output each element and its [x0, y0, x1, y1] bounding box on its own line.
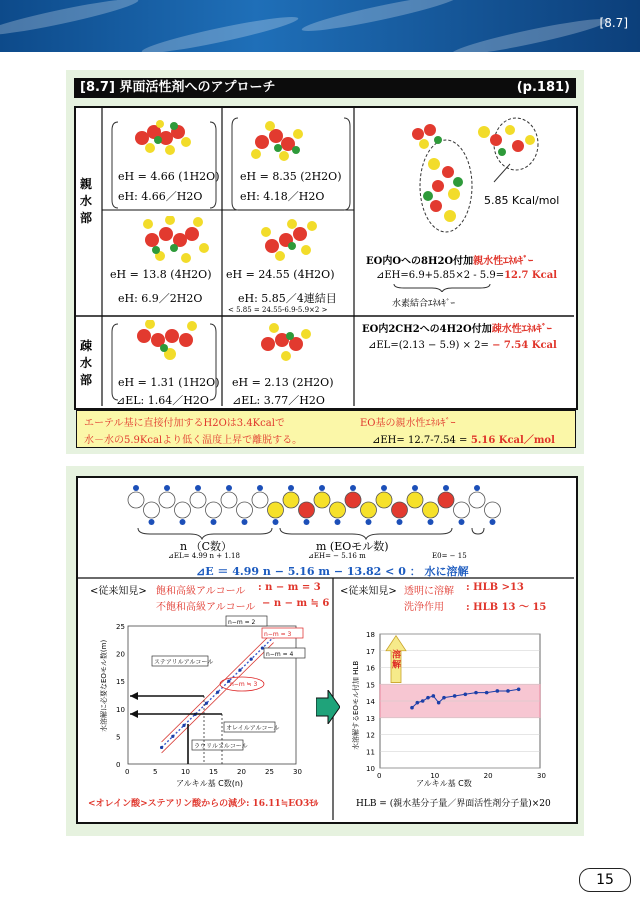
summary-right-line2 [372, 431, 555, 446]
eo-mole-label: m (EOモル数) [316, 540, 389, 553]
constant-energy-equation: E0= − 15 [432, 552, 467, 560]
data-point [453, 694, 457, 698]
hydrophilic-formula-text: ⊿EH=6.9+5.85×2 - 5.9= [376, 270, 505, 281]
polymer-chain-image [126, 484, 506, 526]
eo-energy-formula: ⊿EH= 12.7-7.54 = [372, 435, 468, 446]
chain-atom [128, 492, 144, 508]
chain-atom [345, 492, 361, 508]
chain-atom [407, 492, 423, 508]
label-lauryl-alcohol: ラウリルアルコール [194, 743, 248, 750]
chain-atom [330, 502, 346, 518]
eo-oxygen-hydration-title [366, 252, 533, 267]
chart-right-ytick: 18 [366, 631, 375, 639]
cell-5-per-water: ⊿EL: 1.64／H2O [116, 394, 209, 407]
hydrophilic-energy-formula [376, 270, 557, 281]
data-point [421, 699, 425, 703]
chart-right-xlabel: アルキル基 C数 [416, 779, 472, 788]
hydrophobic-energy-equation: ⊿EL= 4.99 n + 1.18 [168, 552, 240, 560]
label-n-m-4: n−m = 4 [266, 651, 294, 658]
eo-vs-carbon-chart [96, 614, 306, 790]
data-point [261, 646, 264, 649]
cleaning-action-rule: : HLB 13 〜 15 [466, 602, 547, 613]
data-point [171, 735, 174, 738]
chain-atom [268, 502, 284, 518]
chain-hydrogen [335, 519, 341, 525]
data-point [464, 693, 468, 697]
chart-left-ytick: 10 [116, 705, 125, 714]
chain-atom [376, 492, 392, 508]
chain-hydrogen [164, 485, 170, 491]
data-point [517, 687, 521, 691]
hydrophobic-energy-term: 疎水性ｴﾈﾙｷﾞｰ [491, 324, 552, 335]
molecule-2h2o-image [248, 118, 318, 164]
chart-left-ytick: 20 [116, 650, 125, 659]
chain-hydrogen [381, 485, 387, 491]
label-n-m-approx-3: n−m ≒ 3 [230, 681, 258, 688]
dissolve-label: 解 [392, 660, 402, 671]
chain-hydrogen [397, 519, 403, 525]
chain-hydrogen [273, 519, 279, 525]
chain-hydrogen [242, 519, 248, 525]
chart-left-xtick: 15 [209, 768, 218, 776]
hlb-vs-carbon-chart [346, 622, 556, 790]
chain-atom [469, 492, 485, 508]
cell-6-per-water: ⊿EL: 3.77／H2O [232, 394, 325, 407]
chart-right-ytick: 14 [366, 698, 375, 706]
chain-atom [144, 502, 160, 518]
molecule-4h2o-chain-image [258, 216, 328, 266]
header-decoration [0, 0, 140, 40]
left-prior-knowledge-heading: <従来知見> [90, 586, 147, 597]
cell-3-per-water: eH: 6.9／2H2O [118, 292, 203, 305]
cell-4-formula: < 5.85 = 24.55-6.9-5.9×2 > [228, 306, 328, 314]
chart-right-ytick: 12 [366, 731, 375, 740]
cell-4-energy: eH = 24.55 (4H2O) [226, 268, 335, 281]
chain-hydrogen [443, 485, 449, 491]
chart-right-xtick: 0 [377, 772, 382, 780]
chain-hydrogen [180, 519, 186, 525]
chart-left-ylabel: 水溶解に必要なEOモル数(m) [100, 639, 108, 732]
chart-right-xtick: 30 [537, 772, 546, 780]
molecule-hydrophobic-2h2o-image [256, 322, 322, 364]
chain-atom [159, 492, 175, 508]
chart-left-ytick: 25 [116, 623, 125, 631]
data-point [474, 691, 478, 695]
chain-atom [206, 502, 222, 518]
chart-left-xtick: 20 [237, 768, 246, 776]
cleaning-action-label: 洗浄作用 [404, 602, 444, 613]
chain-hydrogen [474, 485, 480, 491]
oleic-acid-note: <オレイン酸>ステアリン酸からの減少: 16.11≒EO3ﾓﾙ [88, 799, 319, 809]
chart-right-ytick: 13 [366, 714, 375, 723]
chain-hydrogen [149, 519, 155, 525]
hydrogen-bond-energy-label: 5.85 Kcal/mol [484, 194, 560, 207]
header-decoration [300, 0, 459, 36]
chain-atom [438, 492, 454, 508]
molecule-hydrophobic-1h2o-image [130, 320, 206, 370]
chain-hydrogen [412, 485, 418, 491]
chart-right-ytick: 10 [366, 765, 375, 773]
saturated-alcohol-label: 飽和高級アルコール [156, 586, 246, 597]
chain-atom [454, 502, 470, 518]
right-prior-knowledge-heading: <従来知見> [340, 586, 397, 597]
chain-hydrogen [319, 485, 325, 491]
transparent-dissolve-rule: : HLB >13 [466, 582, 524, 593]
transparent-dissolve-label: 透明に溶解 [404, 586, 454, 597]
hydrophobic-energy-formula [368, 340, 557, 351]
chart-right-ytick: 17 [366, 647, 375, 656]
chain-atom [252, 492, 268, 508]
header-decoration [140, 12, 299, 52]
chain-atom [423, 502, 439, 518]
hydrophobic-energy-value: − 7.54 Kcal [492, 340, 557, 351]
chart-right-ytick: 11 [366, 748, 375, 757]
hydrophilic-energy-value: 12.7 Kcal [504, 270, 557, 281]
total-energy-equation: ⊿E ＝ 4.99 n − 5.16 m − 13.82 < 0 ： 水に溶解 [196, 565, 469, 578]
carbon-number-label: n （C数） [180, 540, 232, 553]
section-tag: [8.7] [599, 16, 628, 30]
page-reference: (p.181) [516, 80, 570, 95]
chart-right-ylabel: 水溶解するEOモル付加 HLB [352, 660, 360, 750]
chain-hydrogen [211, 519, 217, 525]
summary-left-line1: エーテル基に直接付加するH2Oは3.4Kcalで [84, 418, 285, 429]
cell-5-energy: eH = 1.31 (1H2O) [118, 376, 220, 389]
data-point [437, 701, 441, 705]
cell-1-energy: eH = 4.66 (1H2O) [118, 170, 220, 183]
chain-atom [237, 502, 253, 518]
chain-atom [283, 492, 299, 508]
chain-atom [361, 502, 377, 518]
summary-right-line1: EO基の親水性ｴﾈﾙｷﾞｰ [360, 418, 456, 429]
data-point [250, 658, 253, 661]
label-n-m-2: n−m = 2 [228, 619, 256, 626]
chain-hydrogen [350, 485, 356, 491]
data-point [485, 691, 489, 695]
eo-ch2-hydration-title [362, 320, 552, 335]
hydrogen-bond-label: 水素結合ｴﾈﾙｷﾞｰ [392, 299, 456, 309]
data-point [496, 689, 500, 693]
data-point [182, 724, 185, 727]
chart-left-xlabel: アルキル基 C数(n) [176, 779, 244, 788]
chain-hydrogen [195, 485, 201, 491]
data-point [216, 691, 219, 694]
eo-ch2-hydration-text: EO内2CH2への4H2O付加 [362, 324, 492, 335]
hydrophobic-formula-text: ⊿EL=(2.13 − 5.9) × 2= [368, 340, 493, 351]
chart-right-ytick: 16 [366, 664, 375, 673]
eo-oxygen-hydration-text: EO内Oへの8H2O付加 [366, 256, 474, 267]
data-point [416, 701, 420, 705]
chain-atom [175, 502, 191, 518]
data-point [205, 702, 208, 705]
page-number: 15 [579, 868, 631, 892]
arrow-right-icon [316, 690, 340, 724]
chain-atom [485, 502, 501, 518]
hydrophilic-energy-equation: ⊿EH= − 5.16 m [308, 552, 366, 560]
chain-atom [392, 502, 408, 518]
chart-left-xtick: 0 [125, 768, 130, 776]
panel-title-bar [74, 78, 576, 98]
panel-title: [8.7] 界面活性剤へのアプローチ [80, 80, 276, 95]
chart-left-ytick: 15 [116, 678, 125, 687]
data-point [442, 696, 446, 700]
data-point [238, 669, 241, 672]
data-point [432, 694, 436, 698]
cell-2-energy: eH = 8.35 (2H2O) [240, 170, 342, 183]
header-decoration [450, 14, 609, 52]
chain-atom [221, 492, 237, 508]
molecule-4h2o-image [136, 216, 212, 270]
chain-hydrogen [304, 519, 310, 525]
cell-1-per-water: eH: 4.66／H2O [118, 190, 203, 203]
chain-hydrogen [428, 519, 434, 525]
chain-hydrogen [490, 519, 496, 525]
cell-4-per-water: eH: 5.85／4連結目 [238, 292, 337, 305]
chart-left-ytick: 5 [116, 733, 121, 742]
unsaturated-alcohol-rule: − n − m ≒ 6 [262, 598, 330, 609]
chain-hydrogen [459, 519, 465, 525]
data-point [160, 746, 163, 749]
cell-2-per-water: eH: 4.18／H2O [240, 190, 325, 203]
label-oleyl-alcohol: オレイルアルコール [226, 725, 280, 732]
chart-left-xtick: 5 [153, 768, 158, 776]
divider [76, 577, 576, 581]
header-band [0, 0, 640, 52]
chart-left-xtick: 30 [293, 768, 302, 776]
eo-hydration-cluster-image [398, 112, 548, 240]
brace-icon [392, 282, 492, 292]
label-n-m-3: n−m = 3 [264, 631, 292, 638]
chain-hydrogen [133, 485, 139, 491]
label-stearyl-alcohol: ステアリルアルコール [154, 659, 214, 666]
data-point [506, 689, 510, 693]
chart-right-xtick: 10 [430, 772, 440, 780]
chain-atom [299, 502, 315, 518]
hydrophilic-energy-term: 親水性ｴﾈﾙｷﾞｰ [473, 256, 534, 267]
chart-left-xtick: 10 [181, 768, 190, 776]
summary-left-line2: 水－水の5.9Kcalより低く温度上昇で離脱する。 [84, 435, 303, 446]
cell-6-energy: eH = 2.13 (2H2O) [232, 376, 334, 389]
eo-energy-value: 5.16 Kcal／mol [467, 435, 555, 446]
hlb-formula-note: HLB = (親水基分子量／界面活性剤分子量)×20 [356, 799, 551, 809]
chart-left-xtick: 25 [265, 768, 274, 776]
chart-right-ytick: 15 [366, 681, 375, 690]
row-label-hydrophilic: 親水部 [80, 177, 93, 225]
chain-hydrogen [226, 485, 232, 491]
chain-atom [314, 492, 330, 508]
data-point [426, 696, 430, 700]
dissolve-label: 溶 [392, 650, 402, 661]
chain-hydrogen [288, 485, 294, 491]
chain-hydrogen [366, 519, 372, 525]
row-label-hydrophobic: 疎水部 [80, 339, 93, 387]
molecule-1h2o-image [130, 118, 200, 164]
data-point [410, 706, 414, 710]
chain-hydrogen [257, 485, 263, 491]
cell-3-energy: eH = 13.8 (4H2O) [110, 268, 212, 281]
chart-left-ytick: 0 [116, 761, 121, 769]
chart-right-xtick: 20 [483, 772, 493, 780]
saturated-alcohol-rule: : n − m = 3 [258, 582, 321, 593]
chain-atom [190, 492, 206, 508]
unsaturated-alcohol-label: 不飽和高級アルコール [156, 602, 256, 613]
